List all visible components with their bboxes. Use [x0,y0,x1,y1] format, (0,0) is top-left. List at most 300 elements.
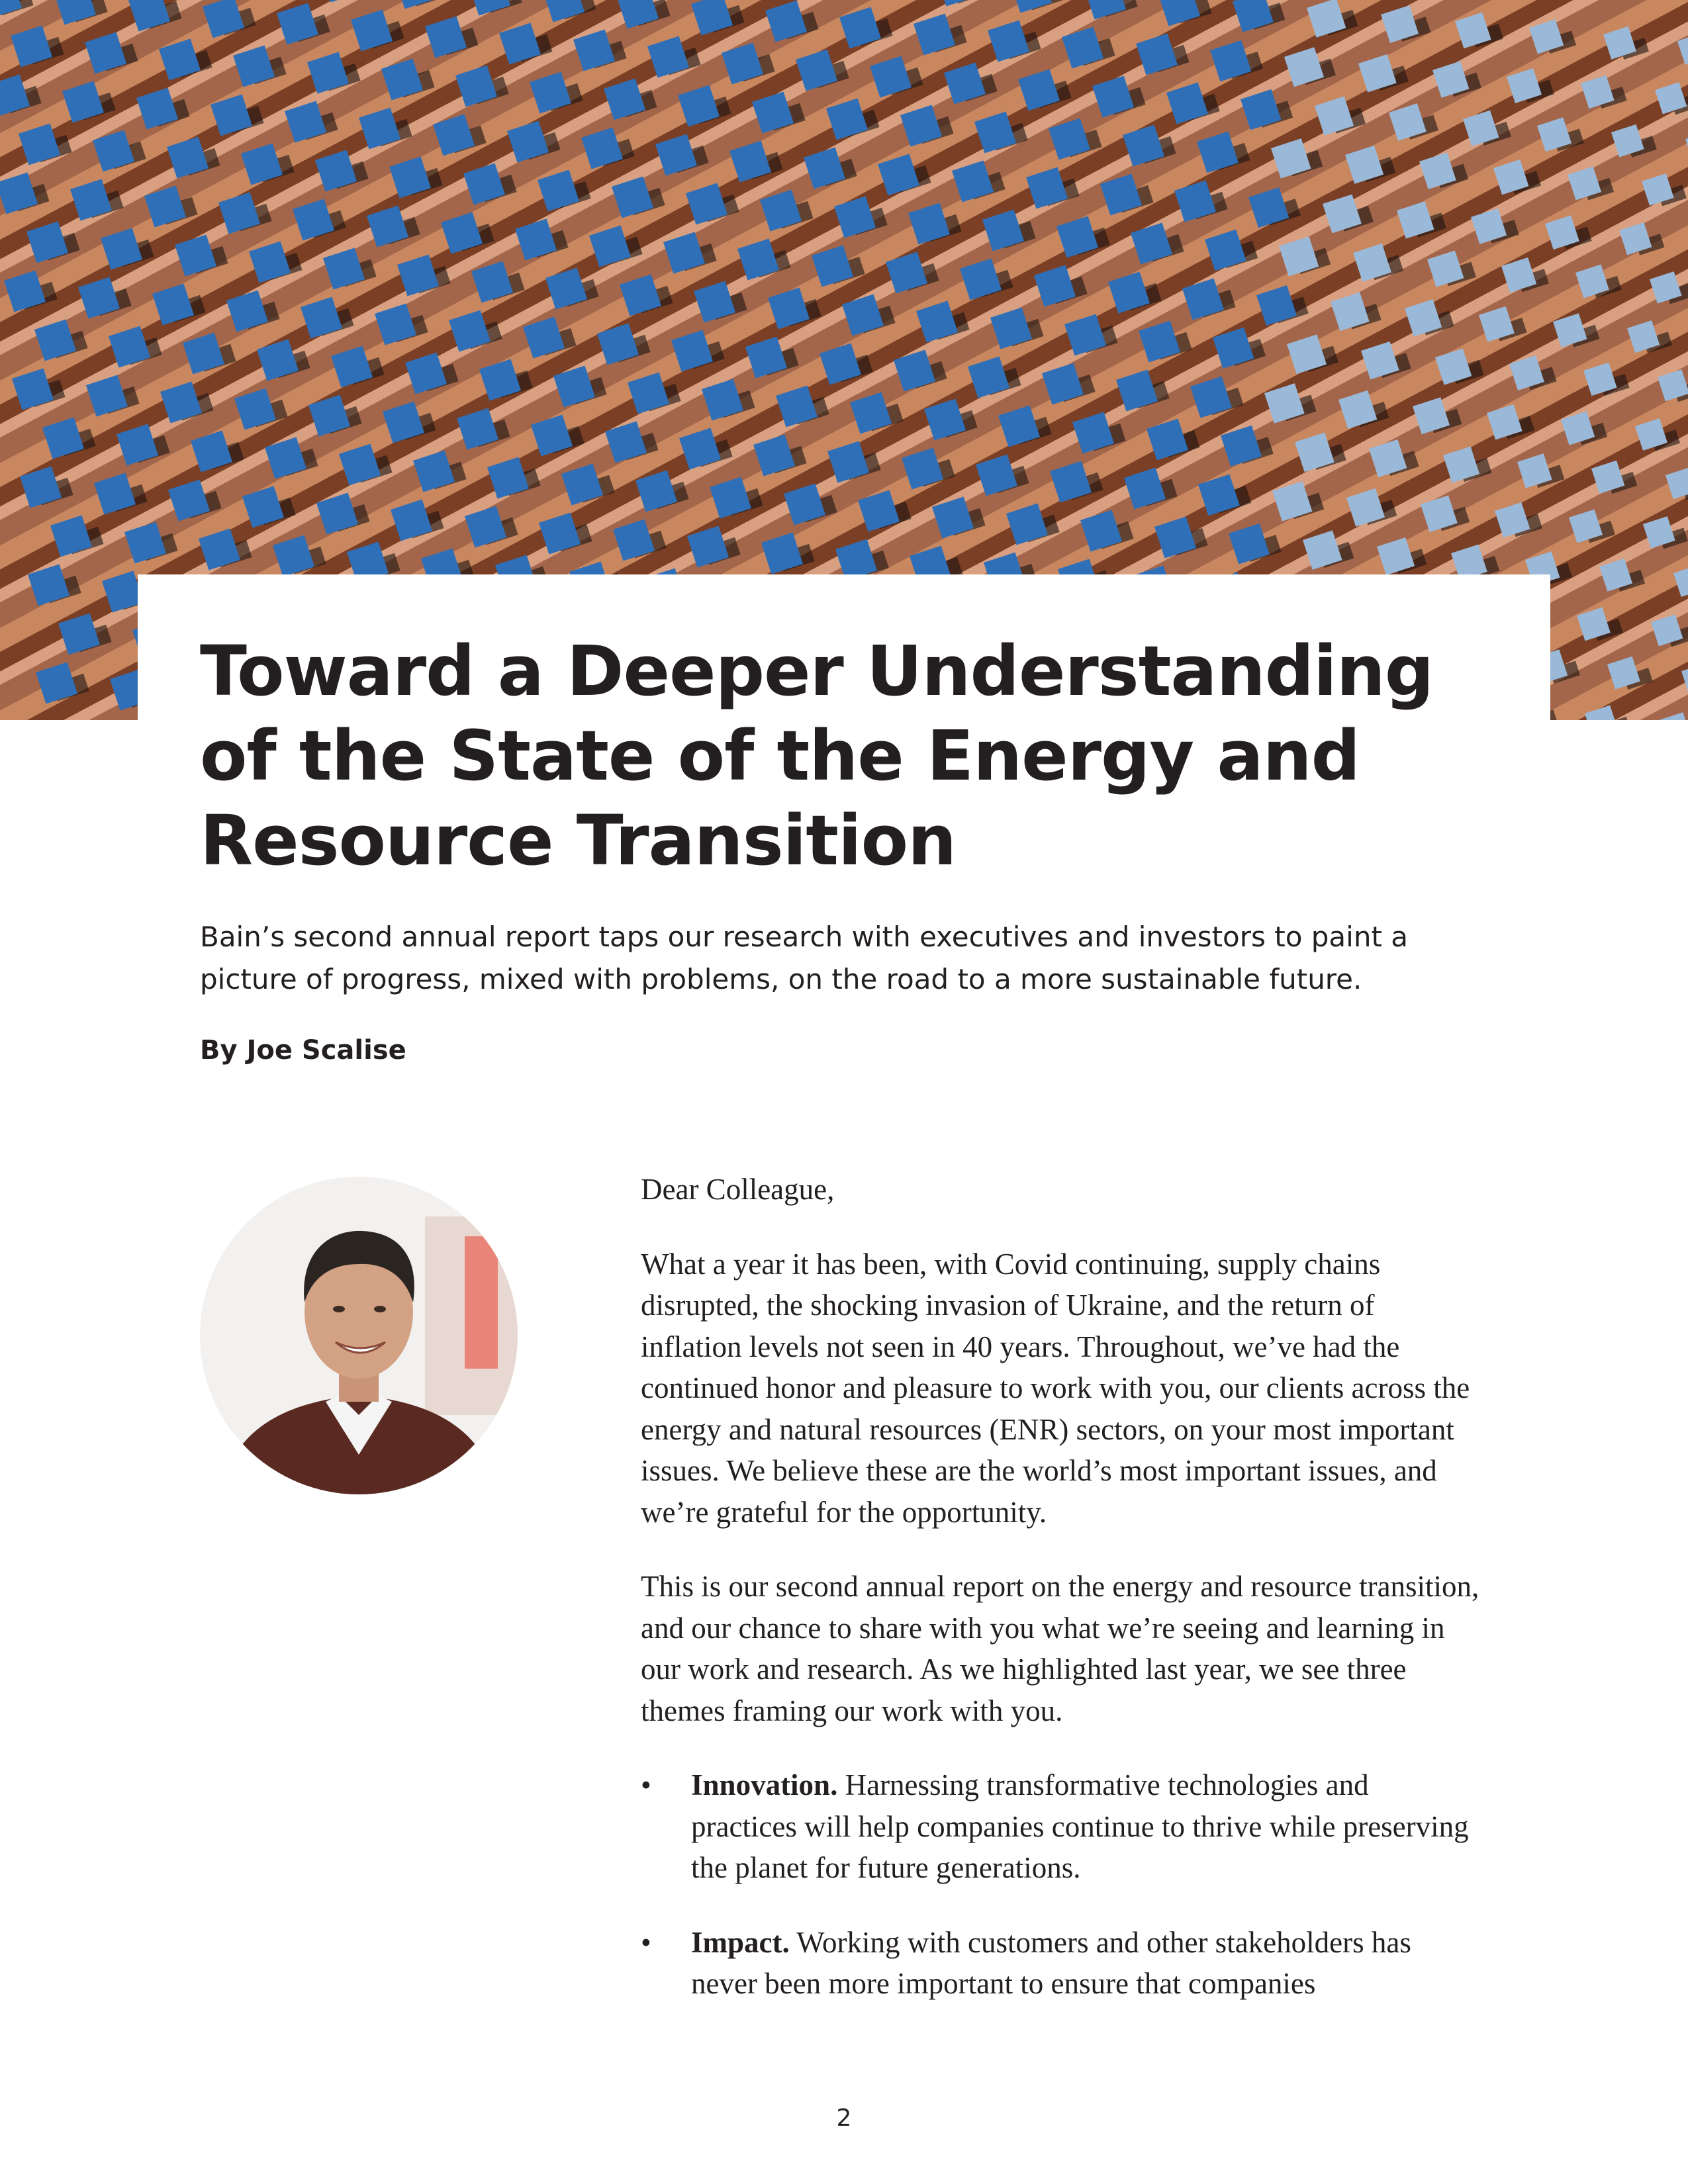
list-item-innovation [641,1764,1481,1889]
solar-panel [375,304,428,345]
solar-panel [499,23,553,65]
solar-panel [1553,313,1599,347]
solar-panel [1116,370,1170,412]
solar-panel [1279,236,1331,276]
solar-panel [523,317,577,359]
solar-panel [12,369,66,410]
solar-panel [1643,516,1688,549]
solar-panel [543,0,596,23]
solar-panel [1338,390,1389,429]
letter-paragraph-1: What a year it has been, with Covid continuing, supply chains disrupted, the shocking invasion of Ukraine, and the return of inflation levels not seen in 40 years. Throughout, we’ve had the continued honor and pleasure to work with you, our clients across the energy and natural resources (ENR) sectors, on your most important issues. We believe these are the world’s most important issues, and we’re grateful for the opportunity. [641,1247,1470,1529]
themes-list [641,1764,1481,2005]
solar-panel [804,148,857,189]
solar-panel [1435,348,1484,385]
solar-panel [1108,272,1162,314]
solar-panel [1284,47,1336,87]
solar-panel [826,99,880,140]
solar-panel [1062,27,1115,69]
solar-panel [1166,83,1220,124]
solar-panel [301,297,354,339]
solar-panel [1213,328,1266,369]
solar-panel [1241,89,1293,130]
solar-panel [1064,314,1118,356]
solar-panel [617,0,671,29]
solar-panel [315,150,369,192]
solar-panel [752,92,806,134]
solar-panel [78,277,132,319]
solar-panel [1271,138,1323,178]
solar-panel [507,121,561,163]
solar-panel [597,324,651,365]
solar-panel [1577,608,1623,641]
solar-panel [277,3,330,45]
solar-panel [1389,103,1438,141]
solar-panel [710,477,763,519]
solar-panel [0,75,42,116]
solar-panel [1432,61,1481,97]
solar-panel [86,375,140,417]
solar-panel [0,173,50,214]
solar-panel [589,226,643,267]
solar-panel [796,50,849,91]
solar-panel [1205,230,1258,271]
solar-panel [952,161,1006,203]
solar-panel [381,59,435,101]
solar-panel [1131,223,1184,265]
solar-panel [391,500,444,541]
solar-panel [58,614,112,655]
solar-panel [924,399,978,441]
solar-panel [293,199,346,241]
solar-panel [1303,530,1354,569]
solar-panel [1154,517,1208,559]
solar-panel [36,662,89,704]
solar-panel [573,30,627,71]
solar-panel [11,26,64,68]
solar-panel [1190,377,1244,418]
solar-panel [1619,222,1665,255]
solar-panel [1197,132,1250,173]
solar-panel [1006,504,1060,545]
solar-panel [960,259,1013,300]
solar-panel [93,130,146,172]
solar-panel [1397,201,1446,238]
solar-panel [1139,321,1192,363]
solar-panel [1665,467,1688,500]
solar-panel [160,382,214,424]
solar-panel [316,493,370,535]
solar-panel [765,1,819,42]
byline: By Joe Scalise [200,1035,406,1066]
solar-panel [285,101,338,143]
solar-panel [1673,565,1688,598]
solar-panel [233,46,287,87]
bullet-lead-innovation: Innovation. [691,1768,838,1801]
solar-panel [886,252,939,294]
solar-panel [308,395,362,437]
solar-panel [1346,488,1397,527]
title-line-3: Resource Transition [200,800,957,881]
solar-panel [858,490,912,532]
solar-panel [389,157,443,199]
solar-panel [1627,320,1672,353]
solar-panel [612,177,665,218]
solar-panel [531,415,585,457]
solar-panel [968,357,1021,398]
solar-panel [870,56,923,98]
solar-panel [1685,131,1688,163]
bullet-lead-impact: Impact. [691,1925,790,1959]
solar-panel [834,197,888,238]
solar-panel [1537,117,1584,152]
solar-panel [199,529,252,570]
solar-panel [745,337,799,379]
solar-panel [982,210,1036,251]
solar-panel [465,506,518,548]
solar-panel [1123,125,1176,167]
solar-panel [908,203,962,245]
solar-panel [691,0,745,36]
solar-panel [1248,187,1301,228]
solar-panel [441,212,494,254]
solar-panel [1174,181,1228,222]
solar-panel [1599,559,1645,592]
solar-panel [1681,663,1688,696]
solar-panel [339,444,393,486]
portrait-graphic [200,1177,518,1494]
page-title [200,629,1458,883]
solar-panel [405,353,459,394]
solar-panel [1655,82,1688,114]
solar-panel [1575,265,1622,298]
solar-panel [226,291,280,332]
solar-panel [613,520,667,561]
solar-panel [850,392,904,434]
title-line-1: Toward a Deeper Understanding [200,631,1434,711]
solar-panel [1501,257,1549,293]
solar-panel [1581,75,1627,109]
solar-panel [234,388,288,430]
solar-panel [1034,265,1088,307]
solar-panel [471,261,525,303]
solar-panel [168,480,222,522]
solar-panel [1405,299,1454,336]
solar-panel [1495,502,1542,537]
solar-panel [530,72,583,114]
solar-panel [1092,76,1146,118]
solar-panel [397,255,451,296]
solar-panel [42,418,96,459]
solar-panel [1124,468,1178,510]
solar-panel [694,281,747,323]
solar-panel [671,330,725,372]
solar-panel [1256,285,1309,326]
solar-panel [1026,167,1080,209]
solar-panel [85,32,138,74]
solar-panel [722,43,775,85]
solar-panel [0,0,34,19]
solar-panel [914,14,967,56]
page-number: 2 [836,2105,852,2132]
solar-panel [463,163,517,205]
solar-panel [678,85,731,127]
solar-panel [1561,411,1607,445]
list-item-impact [641,1922,1481,2005]
solar-panel [1377,537,1427,575]
solar-panel [553,366,607,408]
solar-panel [1050,461,1103,503]
bullet-text-innovation: Harnessing transformative technologies and practices will help companies continue to thrive while preserving the planet for future generations. [691,1768,1469,1884]
solar-panel [702,379,755,421]
solar-panel [900,105,954,147]
solar-panel [839,7,893,49]
solar-panel [1529,19,1576,54]
solar-panel [1210,40,1263,81]
solar-panel [218,193,272,234]
solar-panel [1272,481,1324,521]
solar-panel [1042,363,1096,405]
solar-panel [1471,208,1519,244]
solar-panel [124,522,178,564]
solar-panel [539,513,592,555]
solar-panel [1419,152,1468,189]
solar-panel [1323,195,1374,234]
solar-panel [1331,293,1382,332]
solar-panel [1545,215,1592,250]
solar-panel [1651,614,1688,647]
letter-paragraph-2: This is our second annual report on the energy and resource transition, and our chance to share with you what we’re seeing and learning in our work and research. As we highlighted last year, we see three themes framing our work with you. [641,1570,1479,1727]
solar-panel [1509,355,1557,390]
solar-panel [241,144,295,185]
solar-panel [257,340,310,381]
solar-panel [1315,97,1366,136]
solar-panel [433,114,487,156]
solar-panel [894,350,947,392]
solar-panel [1583,363,1630,396]
solar-panel [1353,244,1403,282]
solar-panel [265,437,318,479]
solar-panel [136,88,190,130]
solar-panel [776,386,829,428]
bullet-icon: • [641,1925,651,1959]
solar-panel [1295,432,1346,472]
solar-panel [1084,0,1138,20]
solar-panel [395,0,448,9]
solar-panel [1287,334,1338,374]
solar-panel [944,63,998,105]
solar-panel [203,0,256,38]
solar-panel [753,435,807,477]
solar-panel [1591,461,1637,494]
solar-panel [916,301,970,343]
solar-panel [1264,383,1317,424]
solar-panel [54,0,108,25]
solar-panel [635,471,689,512]
solar-panel [1369,439,1419,477]
solar-panel [62,81,116,123]
solar-panel [1569,509,1615,543]
bullet-icon: • [641,1768,651,1801]
solar-panel [998,406,1052,447]
solar-panel [1659,712,1688,720]
solar-panel [1080,510,1134,552]
solar-panel [1049,118,1102,160]
solar-panel [1603,26,1649,60]
solar-panel [515,219,569,261]
solar-panel [620,275,673,316]
solar-panel [359,108,412,150]
solar-panel [974,112,1028,154]
solar-panel [1455,13,1503,49]
solar-panel [1611,124,1657,158]
solar-panel [307,52,361,94]
solar-panel [761,533,815,574]
solar-panel [729,141,783,183]
solar-panel [191,431,244,473]
solar-panel [249,242,303,283]
solar-panel [647,36,701,78]
solar-panel [159,39,212,81]
solar-panel [109,326,162,368]
solar-panel [242,486,296,528]
solar-panel [455,66,509,107]
solar-panel [1443,447,1491,483]
solar-panel [1585,705,1630,720]
solar-panel [101,228,154,270]
solar-panel [1658,369,1688,402]
solar-panel [383,402,436,443]
solar-panel [19,124,72,165]
solar-panel [1463,111,1511,146]
solar-panel [581,128,635,169]
solar-panel [1568,166,1614,200]
solar-panel [1345,146,1395,184]
solar-panel [990,308,1044,349]
solar-panel [323,248,377,290]
solar-panel [413,451,467,492]
solar-panel [183,333,236,375]
solar-panel [842,295,896,336]
solar-panel [1136,34,1190,75]
solar-panel [449,310,502,352]
solar-panel [273,535,326,577]
solar-panel [1221,426,1274,467]
solar-panel [1182,279,1236,320]
solar-panel [878,154,931,196]
solar-panel [655,134,709,176]
solar-panel [827,441,881,483]
solar-panel [686,183,739,225]
solar-panel [1517,453,1564,488]
solar-panel [128,0,182,32]
solar-panel [487,457,541,499]
solar-panel [479,359,533,401]
solar-panel [679,428,733,470]
solar-panel [812,246,865,287]
solar-panel [988,21,1041,62]
solar-panel [28,565,81,606]
solar-panel [1642,173,1687,206]
solar-panel [561,464,615,506]
solar-panel [737,239,791,281]
solar-panel [784,484,837,525]
solar-panel [26,222,80,263]
solar-panel [1413,397,1462,434]
solar-panel [1493,159,1541,195]
solar-panel [604,79,657,120]
solar-panel [1100,174,1154,216]
solar-panel [425,17,479,58]
solar-panel [1307,0,1358,38]
author-portrait [200,1177,518,1494]
solar-panel [1479,306,1526,342]
solar-panel [211,95,264,136]
solar-panel [117,424,170,466]
solar-panel [94,473,148,515]
solar-panel [1233,0,1285,32]
solar-panel [1361,341,1411,380]
solar-panel [1056,216,1110,258]
subtitle: Bain’s second annual report taps our research with executives and investors to paint a picture of progress, mixed with problems, on the road to a more sustainable future. [200,921,1409,995]
solar-panel [1072,412,1126,454]
solar-panel [663,232,717,274]
solar-panel [1427,250,1476,287]
bullet-text-impact: Working with customers and other stakeholders has never been more important to ensure that companies [691,1925,1411,2000]
letter-body [641,1169,1481,2038]
solar-panel [1229,523,1282,565]
solar-panel [545,268,599,310]
solar-panel [768,288,821,330]
solar-panel [1635,418,1680,451]
solar-panel [902,448,955,490]
solar-panel [320,0,374,3]
solar-panel [351,10,404,52]
solar-panel [331,346,385,388]
solar-panel [34,320,88,361]
solar-panel [820,343,873,385]
solar-panel [1381,5,1430,43]
solar-panel [457,408,510,450]
solar-panel [70,179,124,221]
solar-panel [1607,657,1653,690]
solar-panel [367,206,420,248]
solar-panel [1147,419,1200,461]
letter-greeting: Dear Colleague, [641,1173,835,1206]
solar-panel [50,516,104,557]
solar-panel [1018,69,1072,111]
solar-panel [628,373,681,414]
solar-panel [760,190,814,232]
solar-panel [976,455,1029,496]
solar-panel [20,467,73,508]
solar-panel [175,235,228,277]
solar-panel [1650,271,1688,304]
solar-panel [1507,68,1554,103]
solar-panel [605,422,659,463]
solar-panel [1677,33,1688,66]
solar-panel [1358,54,1409,93]
solar-panel [152,284,206,326]
solar-panel [932,497,986,539]
solar-panel [469,0,522,16]
solar-panel [1421,495,1470,532]
solar-panel [687,526,741,568]
solar-panel [1158,0,1212,26]
solar-panel [144,186,198,228]
solar-panel [4,271,58,312]
solar-panel [167,137,220,179]
solar-panel [936,0,990,7]
